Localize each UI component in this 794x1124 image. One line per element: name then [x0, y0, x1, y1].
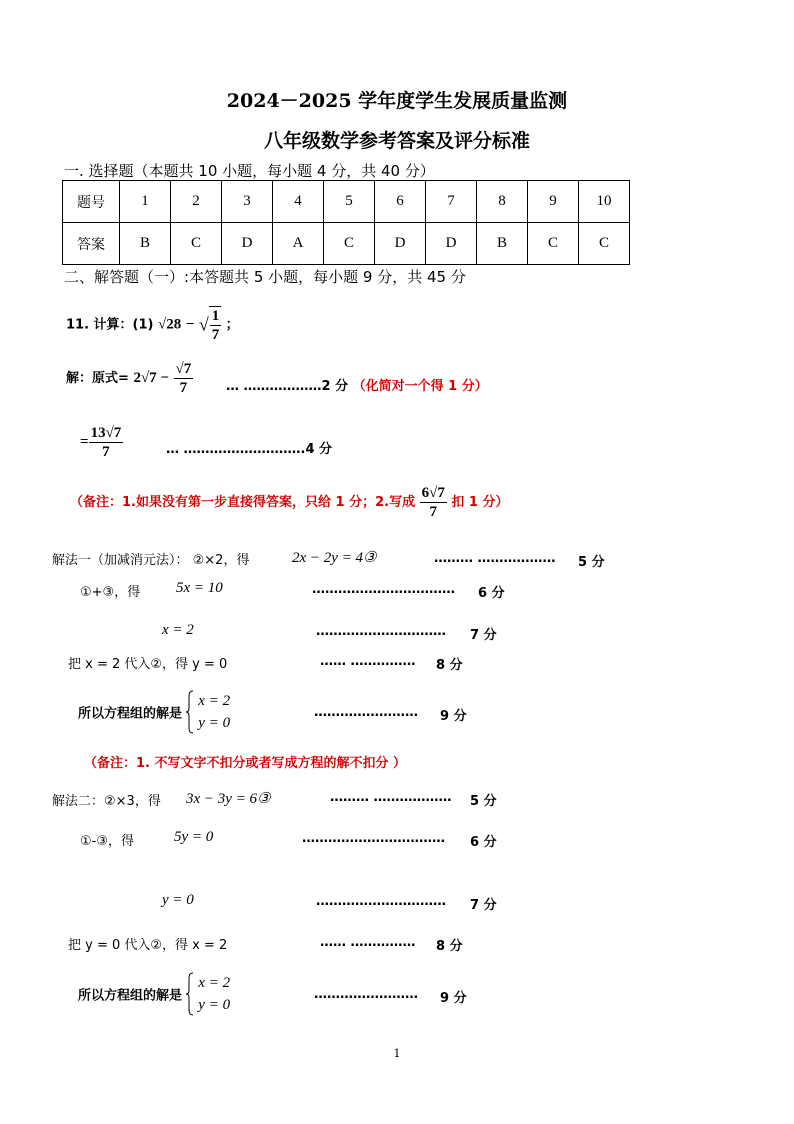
scoring-note: （化简对一个得 1 分）	[352, 379, 488, 394]
page-title: 2024－2025 学年度学生发展质量监测	[226, 90, 568, 112]
table-cell: B	[477, 223, 528, 265]
section2-heading: 二、解答题（一）:本答题共 5 小题，每小题 9 分，共 45 分	[64, 268, 466, 286]
score-text: 8 分	[436, 658, 463, 673]
step-label: 所以方程组的解是	[78, 706, 183, 722]
table-cell: 3	[222, 181, 273, 223]
table-row	[63, 181, 630, 223]
math-fraction	[420, 484, 447, 521]
equation: y = 0	[198, 997, 231, 1013]
table-cell: D	[222, 223, 273, 265]
score-text: 8 分	[436, 939, 463, 954]
fraction-numerator: √7	[175, 361, 192, 377]
table-cell: 5	[324, 181, 375, 223]
section1-heading: 一. 选择题（本题共 10 小题，每小题 4 分，共 40 分）	[64, 162, 435, 180]
fraction-numerator: 6√7	[421, 485, 445, 501]
table-cell: 6	[375, 181, 426, 223]
table-cell: 2	[171, 181, 222, 223]
table-cell: 7	[426, 181, 477, 223]
table-cell: 10	[579, 181, 630, 223]
math-fraction	[89, 424, 124, 461]
score-text: 9 分	[440, 991, 467, 1006]
score-text: 7 分	[470, 898, 497, 913]
equation: x = 2	[198, 693, 231, 709]
score-dots: ……………………………	[312, 582, 455, 597]
table-cell: 9	[528, 181, 579, 223]
score-dots: ……… ………………	[330, 790, 452, 805]
equation: 5x = 10	[176, 580, 223, 596]
step-text: 把 x = 2 代入②，得 y = 0	[68, 657, 228, 672]
fraction-denominator: 7	[211, 327, 220, 343]
score-text: 6 分	[470, 835, 497, 850]
equation: x = 2	[162, 622, 194, 638]
math-fraction	[209, 306, 222, 344]
equation: y = 0	[198, 715, 231, 731]
score-text: … ………………2 分	[226, 379, 349, 394]
math-fraction	[174, 360, 194, 397]
result-line	[80, 424, 123, 461]
table-header-cell: 答案	[63, 223, 120, 265]
score-text: 6 分	[478, 586, 505, 601]
punctuation: ；	[225, 317, 239, 333]
equation: x = 2	[198, 975, 231, 991]
note-text: （备注：1.如果没有第一步直接得答案，只给 1 分；2.写成	[70, 495, 416, 510]
equation: 5y = 0	[174, 829, 214, 845]
score-dots	[226, 375, 488, 394]
score-dots: …………………………	[316, 894, 446, 909]
page-subtitle: 八年级数学参考答案及评分标准	[263, 130, 530, 152]
solution-system	[78, 690, 230, 734]
table-cell: 8	[477, 181, 528, 223]
fraction-denominator: 7	[102, 444, 110, 460]
step-label: ①+③，得	[80, 585, 141, 600]
page-number: 1	[393, 1047, 401, 1060]
math-operator: −	[185, 316, 195, 333]
method2-label: 解法二：②×3，得	[52, 794, 161, 809]
step-label: ①-③，得	[80, 834, 134, 849]
equation: 3x − 3y = 6③	[186, 791, 271, 807]
score-text: 5 分	[470, 794, 497, 809]
score-dots: …… ……………	[320, 935, 416, 950]
solution-line	[66, 360, 193, 397]
score-dots: ……………………	[314, 705, 418, 720]
solution-prefix: 解：原式=	[66, 371, 129, 386]
score-dots: ……………………	[314, 987, 418, 1002]
score-dots: … ……………………….4 分	[166, 442, 333, 457]
answer-table	[62, 180, 630, 265]
score-text: 9 分	[440, 709, 467, 724]
equation: 2x − 2y = 4③	[292, 550, 377, 566]
table-cell: D	[375, 223, 426, 265]
brace-icon	[186, 690, 194, 734]
fraction-denominator: 7	[179, 380, 188, 396]
fraction-denominator: 7	[429, 504, 437, 520]
step-text: 把 y = 0 代入②，得 x = 2	[68, 938, 228, 953]
step-label: 所以方程组的解是	[78, 988, 183, 1004]
table-cell: C	[324, 223, 375, 265]
note-line: （备注：1. 不写文字不扣分或者写成方程的解不扣分 ）	[84, 756, 407, 771]
math-operator: =	[80, 434, 89, 450]
table-cell: 1	[120, 181, 171, 223]
question-11: 11. 计算：(1) √28 − √ $\frac{1}{7}$ ；	[66, 308, 239, 343]
math-expression: 2√7 −	[133, 370, 169, 386]
method1-label: 解法一（加减消元法）： ②×2，得	[52, 553, 250, 568]
equation-system	[198, 972, 230, 1016]
note-text: 扣 1 分）	[451, 495, 509, 510]
brace-icon	[186, 972, 194, 1016]
score-dots: ……………………………	[302, 831, 445, 846]
table-header-cell: 题号	[63, 181, 120, 223]
table-cell: B	[120, 223, 171, 265]
solution-system	[78, 972, 230, 1016]
score-text: 7 分	[470, 628, 497, 643]
table-row	[63, 223, 630, 265]
question-label: 11. 计算：(1)	[66, 317, 154, 333]
math-expression: √28	[158, 316, 182, 333]
fraction-numerator: 13√7	[90, 425, 122, 441]
note-line	[70, 484, 508, 521]
table-cell: 4	[273, 181, 324, 223]
equation: y = 0	[162, 892, 194, 908]
table-cell: D	[426, 223, 477, 265]
table-cell: C	[579, 223, 630, 265]
table-cell: A	[273, 223, 324, 265]
equation-system	[198, 690, 230, 734]
score-text: 5 分	[578, 555, 605, 570]
score-dots: …… ……………	[320, 654, 416, 669]
fraction-numerator: 1	[211, 308, 220, 324]
table-cell: C	[528, 223, 579, 265]
score-dots: …………………………	[316, 624, 446, 639]
score-dots: ……… ………………	[434, 551, 556, 566]
table-cell: C	[171, 223, 222, 265]
